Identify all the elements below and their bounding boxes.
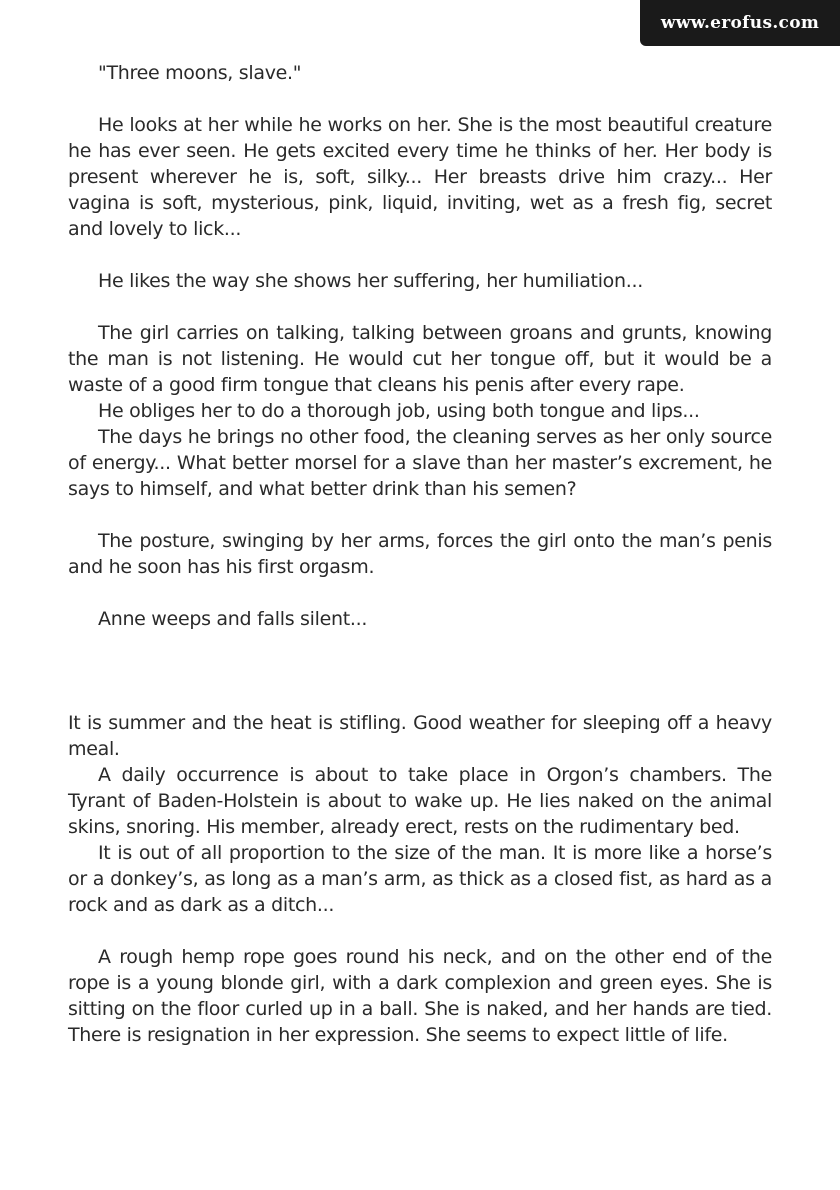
paragraph: The girl carries on talking, talking between groans and grunts, knowing the man is not listening. He would cut her tongue off, but it would be a waste of a good firm tongue that cleans his penis after every rape. [68, 322, 772, 396]
paragraph: He obliges her to do a thorough job, using both tongue and lips... [98, 400, 700, 422]
paragraph: A daily occurrence is about to take place in Orgon’s chambers. The Tyrant of Baden-Holstein is about to wake up. He lies naked on the animal skins, snoring. His member, already erect, rests on the rudimentary bed. [68, 764, 772, 838]
paragraph: The posture, swinging by her arms, forces the girl onto the man’s penis and he soon has his first orgasm. [68, 530, 772, 578]
paragraph: A rough hemp rope goes round his neck, and on the other end of the rope is a young blonde girl, with a dark complexion and green eyes. She is sitting on the floor curled up in a ball. She is naked, and her hands are tied. There is resignation in her expression. She seems to expect little of life. [68, 946, 772, 1046]
paragraph-gap [68, 580, 772, 606]
paragraph-gap [68, 918, 772, 944]
paragraph-gap [68, 242, 772, 268]
watermark-text: www.erofus.com [660, 13, 820, 33]
paragraph: "Three moons, slave." [98, 62, 302, 84]
paragraph-gap [68, 294, 772, 320]
paragraph: It is out of all proportion to the size of the man. It is more like a horse’s or a donkey’s, as long as a man’s arm, as thick as a closed fist, as hard as a rock and as dark as a ditch... [68, 842, 772, 916]
paragraph: He looks at her while he works on her. She is the most beautiful creature he has ever seen. He gets excited every time he thinks of her. Her body is present wherever he is, soft, silky... Her breasts drive him crazy... Her vagina is soft, mysterious, pink, liquid, inviting, wet as a fresh fig, secret and lovely to lick... [68, 114, 772, 240]
paragraph: Anne weeps and falls silent... [98, 608, 368, 630]
document-body [68, 60, 772, 1048]
paragraph: The days he brings no other food, the cleaning serves as her only source of energy... What better morsel for a slave than her master’s excrement, he says to himself, and what better drink than his semen? [68, 426, 772, 500]
paragraph: It is summer and the heat is stifling. Good weather for sleeping off a heavy meal. [68, 712, 772, 760]
paragraph: He likes the way she shows her suffering, her humiliation... [98, 270, 643, 292]
paragraph-gap [68, 86, 772, 112]
paragraph-gap [68, 502, 772, 528]
section-break [68, 632, 772, 710]
watermark-logo [640, 0, 840, 46]
